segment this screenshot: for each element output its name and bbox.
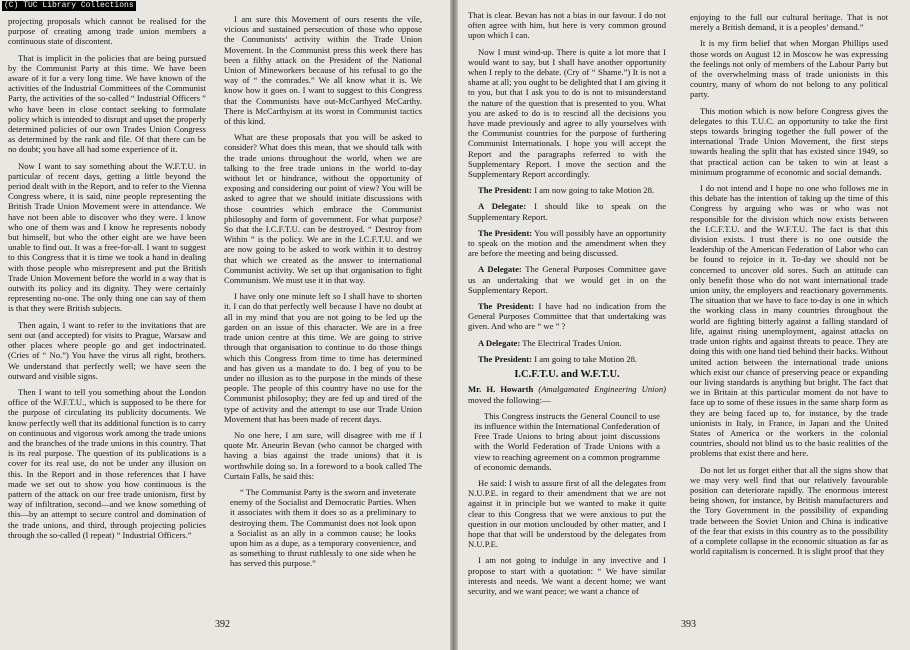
speaker-line: [468, 354, 666, 364]
right-page: [458, 0, 910, 650]
paragraph: Then again, I want to refer to the invitations that are sent out (and accepted) for visits to Prague, Warsaw and other places where people go and get indoctrinated. (Cries of “ No.”) You have the virus all right, brothers. We understand that perfectly well; we have seen the outward and visible signs.: [8, 319, 206, 381]
speaker-line: [468, 201, 666, 221]
paragraph: That is implicit in the policies that are being pursued by the Communist Party at this time. We have been aware of it for a very long time. We have known of the activities of the Industrial Committees of the Communist Party, the activities of the so-called “ Industrial Officers ” who have been in close contact seeking to formulate policy which is intended to disrupt and upset the properly determined policies of our own Trades Union Congress as determined by the rank and file. Of that there can be no doubt; you have all had some experience of it.: [8, 52, 206, 155]
left-page: [0, 0, 450, 650]
speaker-text: I should like to speak on the Supplementary Report.: [468, 201, 666, 222]
right-column-2: [690, 12, 888, 620]
speaker-name: A Delegate:: [478, 264, 522, 275]
speaker-text: The General Purposes Committee gave us an undertaking that we would get in on the Supplementary Report.: [468, 264, 666, 295]
speaker-line: [468, 301, 666, 332]
speaker-line: [468, 264, 666, 295]
mover-text: moved the following:—: [468, 394, 551, 405]
paragraph: projecting proposals which cannot be realised for the purpose of creating among trade union members a continuous state of discontent.: [8, 16, 206, 47]
paragraph: No one here, I am sure, will disagree with me if I quote Mr. Aneurin Bevan (who cannot be charged with having a bias against the trade unions) that it is worthwhile doing so. In a foreword to a book called The Curtain Falls, he said this:: [224, 429, 422, 481]
paragraph: Then I want to tell you something about the London office of the W.F.T.U., which is supposed to be there for the purpose of circulating its publicity documents. We know perfectly well that its additional function is to carry on continuous and vigorous work among the trade unions and the branches of the trade unions in this country. That is its real purpose. The question of its publications is a cover for its real use, do not be under any illusion on this. In the Report and in those references that I have made we set out to show you how continuous is the pattern of the attack on our free trade unionism, first by way of infiltration, second—and we know something of this—by an attempt to secure control and domination of the trade unions, and third, through projecting policies through the so-called (I repeat) “ Industrial Officers.”: [8, 386, 206, 540]
paragraph: I do not intend and I hope no one who follows me in this debate has the intention of taking up the time of this Congress by arguing who was or who was not responsible for the division which now exists between the I.C.F.T.U. and the W.F.T.U. The fact is that this division exists. I trust there is no one outside the leadership of the American Federation of Labor who can be found to rejoice in it. To-day we should not be concerned to uncover old sores. Such an attitude can only benefit those who do not want international trade union unity, the employers and reactionary governments. The situation that we have to face to-day is one in which the working class in many countries throughout the world are fighting bitterly against a falling standard of life, against rising unemployment, against attacks on trade union rights and against threats to peace. They are doing this with one hand tied behind their backs. Without united action between the international trade unions which exist our chance of preserving peace or expanding our living standards is anything but bright. The fact that we in Britain at this particular moment do not have to face up to some of these issues in the same sharp form as they are being faced up to, for instance, by the trade unionists in Italy, in France, in Japan and the United States of America or the workers in the colonial countries, should not blind us to the basic realities of the problems that exist there and here.: [690, 183, 888, 459]
speaker-line: [468, 185, 666, 195]
speaker-text: I am now going to take Motion 28.: [534, 185, 655, 196]
paragraph: Do not let us forget either that all the signs show that we may very well find that our relatively favourable position can deteriorate rapidly. The enormous interest being shown, for instance, by British manufacturers and the Tory Government in the possibility of expanding trade between the Soviet Union and China is indicative of the fear that exists in this country as to the possibility of a complete collapse in the economic situation as far as world capitalism is concerned. It is slight proof that they: [690, 464, 888, 557]
speaker-text: The Electrical Trades Union.: [522, 337, 622, 348]
mover-union: (Amalgamated Engineering Union): [538, 384, 666, 395]
speaker-name: A Delegate:: [478, 201, 527, 212]
speaker-name: A Delegate:: [478, 337, 521, 348]
speaker-line: [468, 228, 666, 259]
paragraph: He said: I wish to assure first of all the delegates from N.U.P.E. in regard to their amendment that we are not against it in principle but we wanted to make it quite clear to this Congress that we were anxious to put the question in our motion unclouded by other matter, and I hope that that will be understood by the delegates from N.U.P.E.: [468, 477, 666, 550]
mover-line: [468, 384, 666, 404]
speaker-text: I have had no indication from the General Purposes Committee that that undertaking was given. And who are “ we ” ?: [468, 301, 666, 332]
section-heading: I.C.F.T.U. and W.F.T.U.: [514, 369, 620, 381]
speaker-line: [468, 338, 666, 348]
page-number: 392: [215, 619, 230, 630]
paragraph: I am not going to indulge in any invective and I propose to start with a quotation: “ We have similar interests and needs. We want a decent home; we want security, and we want peace; we want a chance of: [468, 555, 666, 596]
paragraph: It is my firm belief that when Morgan Phillips used those words on August 12 in Moscow he was expressing the feelings not only of members of the Labour Party but of the overwhelming mass of trade unionists in this country, many of whom do not belong to any political party.: [690, 38, 888, 100]
paragraph: I am sure this Movement of ours resents the vile, vicious and sustained persecution of those who oppose the Communists’ activity within the Trade Union Movement. In the Communist press this week there has been a filthy attack on the President of the National Union of Mineworkers because of his refusal to go the way of “ the comrades.” We all know what it is. We know how it goes on. I want to suggest to this Congress that the Communists have out-McCarthyed McCarthy. There is McCarthyism at its worst in Communist tactics of this kind.: [224, 14, 422, 127]
paragraph: enjoying to the full our cultural heritage. That is not merely a British demand, it is a peoples’ demand.”: [690, 12, 888, 33]
paragraph: I have only one minute left so I shall have to shorten it. I can do that perfectly well because I have no doubt at all in my mind that you are not going to be led up the garden on an issue of this character. We are in a free trade union centre at this time. We are going to strive through that organisation to continue to do those things which this Congress from time to time has determined and has given us a mandate to do. I beg of you to be under no illusion as to the purpose in the minds of these people. The people of this country have no use for the Communist philosophy; they are fed up and tired of the type of activity and the attempt to use our Trade Union Movement that has been made of recent days.: [224, 291, 422, 424]
book-gutter: [450, 0, 458, 650]
page-number: 393: [681, 619, 696, 630]
speaker-name: The President:: [478, 353, 533, 364]
motion-text: This Congress instructs the General Council to use its influence within the International Confederation of Free Trade Unions to bring about joint discussions with the World Federation of Trade Unions with a view to reaching agreement on a common programme of economic demands.: [474, 410, 660, 472]
mover-name: Mr. H. Howarth: [468, 384, 534, 395]
paragraph: That is clear. Bevan has not a bias in our favour. I do not often agree with him, but here is very common ground upon which I can.: [468, 10, 666, 41]
speaker-text: You will possibly have an opportunity to speak on the motion and the amendment when they are before the meeting and being discussed.: [468, 227, 666, 259]
speaker-name: The President:: [478, 301, 535, 312]
speaker-name: The President:: [478, 185, 533, 196]
speaker-name: The President:: [478, 227, 533, 238]
speaker-text: I am going to take Motion 28.: [534, 353, 638, 364]
paragraph: This motion which is now before Congress gives the delegates to this T.U.C. an opportunity to take the first steps towards bringing together the full power of the international Trade Union Movement, the first steps towards healing the split that has existed since 1949, so that practical action can be taken to win at least a minimum programme of economic and social demands.: [690, 105, 888, 177]
copyright-notice: (C) TUC Library Collections: [4, 1, 134, 10]
right-column-1: [468, 10, 666, 618]
paragraph: What are these proposals that you will be asked to consider? What does this mean, that we should talk with the trade unions throughout the world, when we are talking to the free trade unions in the world to-day without let or hindrance, without the opportunity of exposing and considering our point of view? You will be asked to agree that we should initiate discussions with those countries which embrace the Communist philosophy and form of government. For what purpose? So that the I.C.F.T.U. can be destroyed. “ Destroy from Within ” is the policy. We are in the I.C.F.T.U. and we are now going to be asked to work within it to destroy that which we created as the answer to international Communist activity. We set up that organisation to fight Communism. We must use it in that way.: [224, 132, 422, 286]
paragraph: Now I must wind-up. There is quite a lot more that I would want to say, but I shall have another opportunity when I reply to the debate. (Cry of “ Shame.”) It is not a shame at all; you ought to be delighted that I am giving it to you, but that I ask you to do is not to misunderstand the nature of the question that is presented to you. What you are asked to do is to rescind all the decisions you have made previously and agree to ally yourselves with the Communist countries for the purpose of furthering Communist Internationals. I hope you will accept the Report and the paragraphs referred to with the Supplementary Report. I move the section and the Supplementary Report accordingly.: [468, 46, 666, 180]
paragraph: Now I want to say something about the W.F.T.U. in particular of recent days, getting a little beyond the period dealt with in the Report, and to refer to the Vienna Congress where, it is said, nine people representing the British Trade Union Movement were in attendance. We have not been able to discover who they were. I know who one of them was and I know he represents nobody but himself, but who the other eight are we have been unable to find out. It was a free-for-all. I want to suggest to this Congress that it is time we took a hand in dealing with those people who misrepresent and put the British Trade Union Movement before the world in a way that is outwith its policy and its dignity. They were certainly representing no-one. The only thing one can say of them is that they were British subjects.: [8, 160, 206, 314]
quotation: “ The Communist Party is the sworn and inveterate enemy of the Socialist and Democratic Parties. When it associates with them it does so as a preliminary to destroying them. The Communist does not look upon a Socialist as an ally in a common cause; he looks upon him as a dupe, as a temporary convenience, and as something to thrust ruthlessly to one side when he has served this purpose.”: [230, 486, 416, 569]
left-column-1: [8, 16, 206, 624]
left-column-2: [224, 14, 422, 622]
